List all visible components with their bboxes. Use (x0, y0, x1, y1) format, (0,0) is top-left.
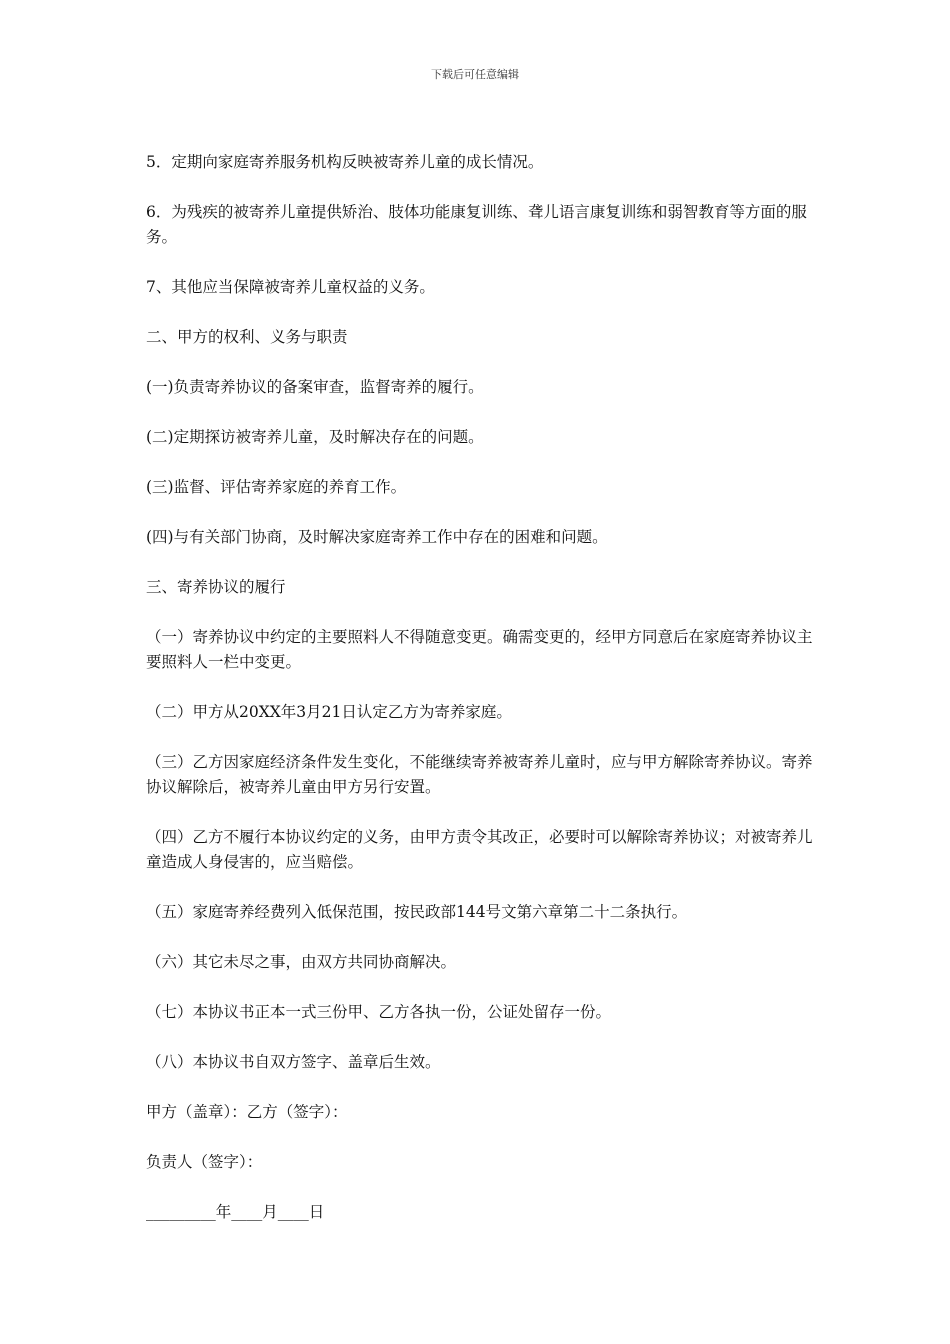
paragraph: (三)监督、评估寄养家庭的养育工作。 (146, 478, 407, 496)
paragraph: （四）乙方不履行本协议约定的义务，由甲方责令其改正，必要时可以解除寄养协议；对被寄养儿童造成人身侵害的，应当赔偿。 (146, 828, 813, 871)
signature-line-responsible: 负责人（签字）： (146, 1153, 263, 1171)
paragraph: （一）寄养协议中约定的主要照料人不得随意变更。确需变更的，经甲方同意后在家庭寄养协议主要照料人一栏中变更。 (146, 628, 813, 671)
section-heading: 三、寄养协议的履行 (146, 578, 286, 596)
paragraph: (四)与有关部门协商，及时解决家庭寄养工作中存在的困难和问题。 (146, 528, 608, 546)
paragraph: （六）其它未尽之事，由双方共同协商解决。 (146, 953, 457, 971)
paragraph: (二)定期探访被寄养儿童，及时解决存在的问题。 (146, 428, 484, 446)
signature-line-parties: 甲方（盖章）：乙方（签字）： (146, 1103, 348, 1121)
paragraph: （八）本协议书自双方签字、盖章后生效。 (146, 1053, 441, 1071)
paragraph: （五）家庭寄养经费列入低保范围，按民政部144号文第六章第二十二条执行。 (146, 903, 688, 921)
paragraph: (一)负责寄养协议的备案审查，监督寄养的履行。 (146, 378, 484, 396)
paragraph: （七）本协议书正本一式三份甲、乙方各执一份，公证处留存一份。 (146, 1003, 612, 1021)
section-heading: 二、甲方的权利、义务与职责 (146, 328, 348, 346)
paragraph: 6．为残疾的被寄养儿童提供矫治、肢体功能康复训练、聋儿语言康复训练和弱智教育等方面的服务。 (146, 203, 807, 246)
paragraph: （三）乙方因家庭经济条件发生变化，不能继续寄养被寄养儿童时，应与甲方解除寄养协议。寄养协议解除后，被寄养儿童由甲方另行安置。 (146, 753, 813, 796)
document-body (146, 150, 816, 1250)
date-line: _________年____月____日 (146, 1203, 325, 1221)
paragraph: （二）甲方从20XX年3月21日认定乙方为寄养家庭。 (146, 703, 512, 721)
paragraph: 7、其他应当保障被寄养儿童权益的义务。 (146, 278, 435, 296)
paragraph: 5．定期向家庭寄养服务机构反映被寄养儿童的成长情况。 (146, 153, 544, 171)
header-note: 下载后可任意编辑 (431, 68, 519, 81)
